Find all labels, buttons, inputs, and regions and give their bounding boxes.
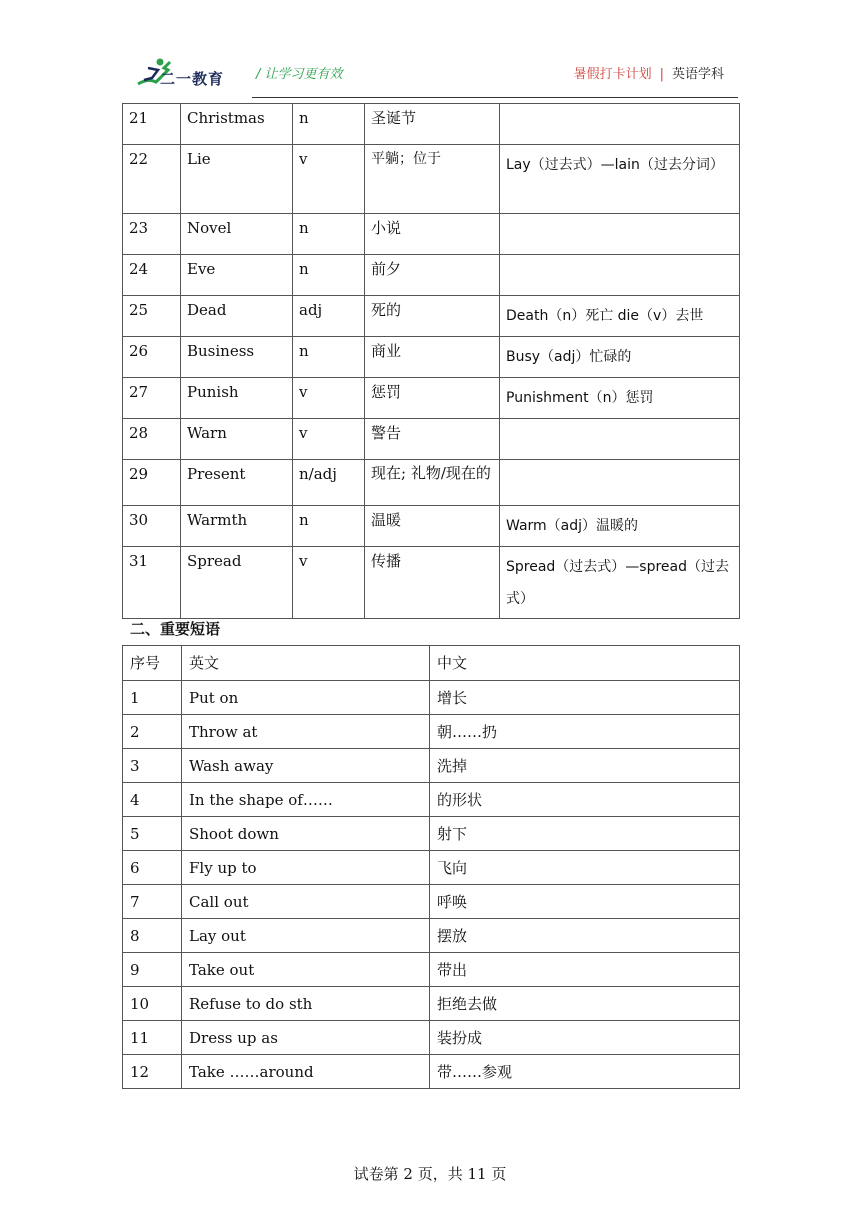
vocab-no: 30: [123, 506, 181, 547]
phrase-en: Call out: [182, 885, 430, 919]
table-row: [123, 953, 740, 987]
table-row: [123, 547, 740, 619]
vocab-note: [500, 104, 740, 145]
vocab-meaning: 圣诞节: [365, 104, 500, 145]
table-row: [123, 460, 740, 506]
table-header-row: [123, 646, 740, 681]
phrase-no: 8: [123, 919, 182, 953]
phrase-en: Put on: [182, 681, 430, 715]
vocab-note: [500, 255, 740, 296]
vocab-pos: n: [293, 104, 365, 145]
vocab-pos: v: [293, 145, 365, 214]
vocab-note: Spread（过去式）—spread（过去式）: [500, 547, 740, 619]
vocab-note: Warm（adj）温暖的: [500, 506, 740, 547]
table-row: [123, 715, 740, 749]
table-row: [123, 296, 740, 337]
phrase-en: Refuse to do sth: [182, 987, 430, 1021]
vocab-word: Spread: [181, 547, 293, 619]
vocab-note: Lay（过去式）—lain（过去分词）: [500, 145, 740, 214]
phrase-no: 2: [123, 715, 182, 749]
phrase-no: 3: [123, 749, 182, 783]
table-row: [123, 255, 740, 296]
vocab-word: Warmth: [181, 506, 293, 547]
vocab-meaning: 前夕: [365, 255, 500, 296]
vocab-meaning: 温暖: [365, 506, 500, 547]
vocab-no: 25: [123, 296, 181, 337]
vocab-pos: v: [293, 547, 365, 619]
phrase-zh: 拒绝去做: [430, 987, 740, 1021]
vocab-meaning: 惩罚: [365, 378, 500, 419]
phrase-en: Wash away: [182, 749, 430, 783]
table-row: [123, 1021, 740, 1055]
vocab-note: Busy（adj）忙碌的: [500, 337, 740, 378]
column-header-zh: 中文: [430, 646, 740, 681]
vocab-pos: n: [293, 255, 365, 296]
table-row: [123, 681, 740, 715]
table-row: [123, 885, 740, 919]
vocab-no: 22: [123, 145, 181, 214]
vocab-pos: adj: [293, 296, 365, 337]
brand-name: 二一教育: [160, 70, 225, 88]
table-row: [123, 749, 740, 783]
phrase-en: Take ……around: [182, 1055, 430, 1089]
phrase-no: 10: [123, 987, 182, 1021]
phrase-zh: 飞向: [430, 851, 740, 885]
phrase-no: 1: [123, 681, 182, 715]
phrase-en: Take out: [182, 953, 430, 987]
vocab-meaning: 传播: [365, 547, 500, 619]
column-header-en: 英文: [182, 646, 430, 681]
phrase-no: 5: [123, 817, 182, 851]
section-title: 二、重要短语: [130, 620, 221, 638]
vocab-no: 26: [123, 337, 181, 378]
vocab-word: Present: [181, 460, 293, 506]
phrase-en: Shoot down: [182, 817, 430, 851]
vocab-word: Eve: [181, 255, 293, 296]
page-header: [122, 48, 738, 98]
vocab-note: [500, 214, 740, 255]
phrase-no: 7: [123, 885, 182, 919]
phrase-zh: 呼唤: [430, 885, 740, 919]
table-row: [123, 783, 740, 817]
vocab-pos: v: [293, 419, 365, 460]
phrase-zh: 的形状: [430, 783, 740, 817]
vocab-no: 23: [123, 214, 181, 255]
phrase-en: Dress up as: [182, 1021, 430, 1055]
table-row: [123, 506, 740, 547]
table-row: [123, 378, 740, 419]
vocab-word: Business: [181, 337, 293, 378]
header-right: [574, 63, 724, 82]
brand-logo: [134, 56, 254, 90]
phrase-zh: 朝……扔: [430, 715, 740, 749]
phrase-zh: 洗掉: [430, 749, 740, 783]
vocab-pos: n: [293, 337, 365, 378]
header-divider: [252, 97, 738, 98]
vocab-no: 24: [123, 255, 181, 296]
vocab-word: Novel: [181, 214, 293, 255]
phrase-no: 9: [123, 953, 182, 987]
table-row: [123, 145, 740, 214]
slogan: / 让学习更有效: [256, 67, 343, 82]
vocab-meaning: 平躺；位于: [365, 145, 500, 214]
header-separator: |: [659, 67, 664, 82]
phrase-no: 12: [123, 1055, 182, 1089]
page-footer: 试卷第 2 页，共 11 页: [353, 1165, 507, 1183]
vocab-no: 27: [123, 378, 181, 419]
vocab-meaning: 死的: [365, 296, 500, 337]
plan-label: 暑假打卡计划: [573, 67, 652, 82]
vocab-pos: v: [293, 378, 365, 419]
column-header-no: 序号: [123, 646, 182, 681]
table-row: [123, 851, 740, 885]
phrase-en: In the shape of……: [182, 783, 430, 817]
vocab-meaning: 警告: [365, 419, 500, 460]
vocab-note: [500, 419, 740, 460]
table-row: [123, 1055, 740, 1089]
table-row: [123, 104, 740, 145]
table-row: [123, 419, 740, 460]
vocab-word: Warn: [181, 419, 293, 460]
vocab-no: 31: [123, 547, 181, 619]
vocab-word: Dead: [181, 296, 293, 337]
phrase-no: 4: [123, 783, 182, 817]
vocab-meaning: 小说: [365, 214, 500, 255]
phrase-en: Fly up to: [182, 851, 430, 885]
vocab-table: [122, 103, 740, 619]
table-row: [123, 214, 740, 255]
phrase-zh: 摆放: [430, 919, 740, 953]
vocab-word: Punish: [181, 378, 293, 419]
phrase-zh: 带……参观: [430, 1055, 740, 1089]
vocab-no: 29: [123, 460, 181, 506]
phrase-zh: 增长: [430, 681, 740, 715]
phrase-en: Throw at: [182, 715, 430, 749]
vocab-word: Lie: [181, 145, 293, 214]
table-row: [123, 337, 740, 378]
phrase-no: 11: [123, 1021, 182, 1055]
phrase-table: [122, 645, 740, 1089]
vocab-note: [500, 460, 740, 506]
vocab-note: Death（n）死亡 die（v）去世: [500, 296, 740, 337]
vocab-word: Christmas: [181, 104, 293, 145]
vocab-pos: n: [293, 214, 365, 255]
vocab-meaning: 商业: [365, 337, 500, 378]
phrase-zh: 带出: [430, 953, 740, 987]
vocab-meaning: 现在; 礼物/现在的: [365, 460, 500, 506]
table-row: [123, 817, 740, 851]
phrase-en: Lay out: [182, 919, 430, 953]
phrase-no: 6: [123, 851, 182, 885]
subject-label: 英语学科: [671, 67, 724, 82]
table-row: [123, 919, 740, 953]
table-row: [123, 987, 740, 1021]
vocab-no: 21: [123, 104, 181, 145]
vocab-pos: n: [293, 506, 365, 547]
vocab-pos: n/adj: [293, 460, 365, 506]
vocab-no: 28: [123, 419, 181, 460]
phrase-zh: 装扮成: [430, 1021, 740, 1055]
vocab-note: Punishment（n）惩罚: [500, 378, 740, 419]
phrase-zh: 射下: [430, 817, 740, 851]
